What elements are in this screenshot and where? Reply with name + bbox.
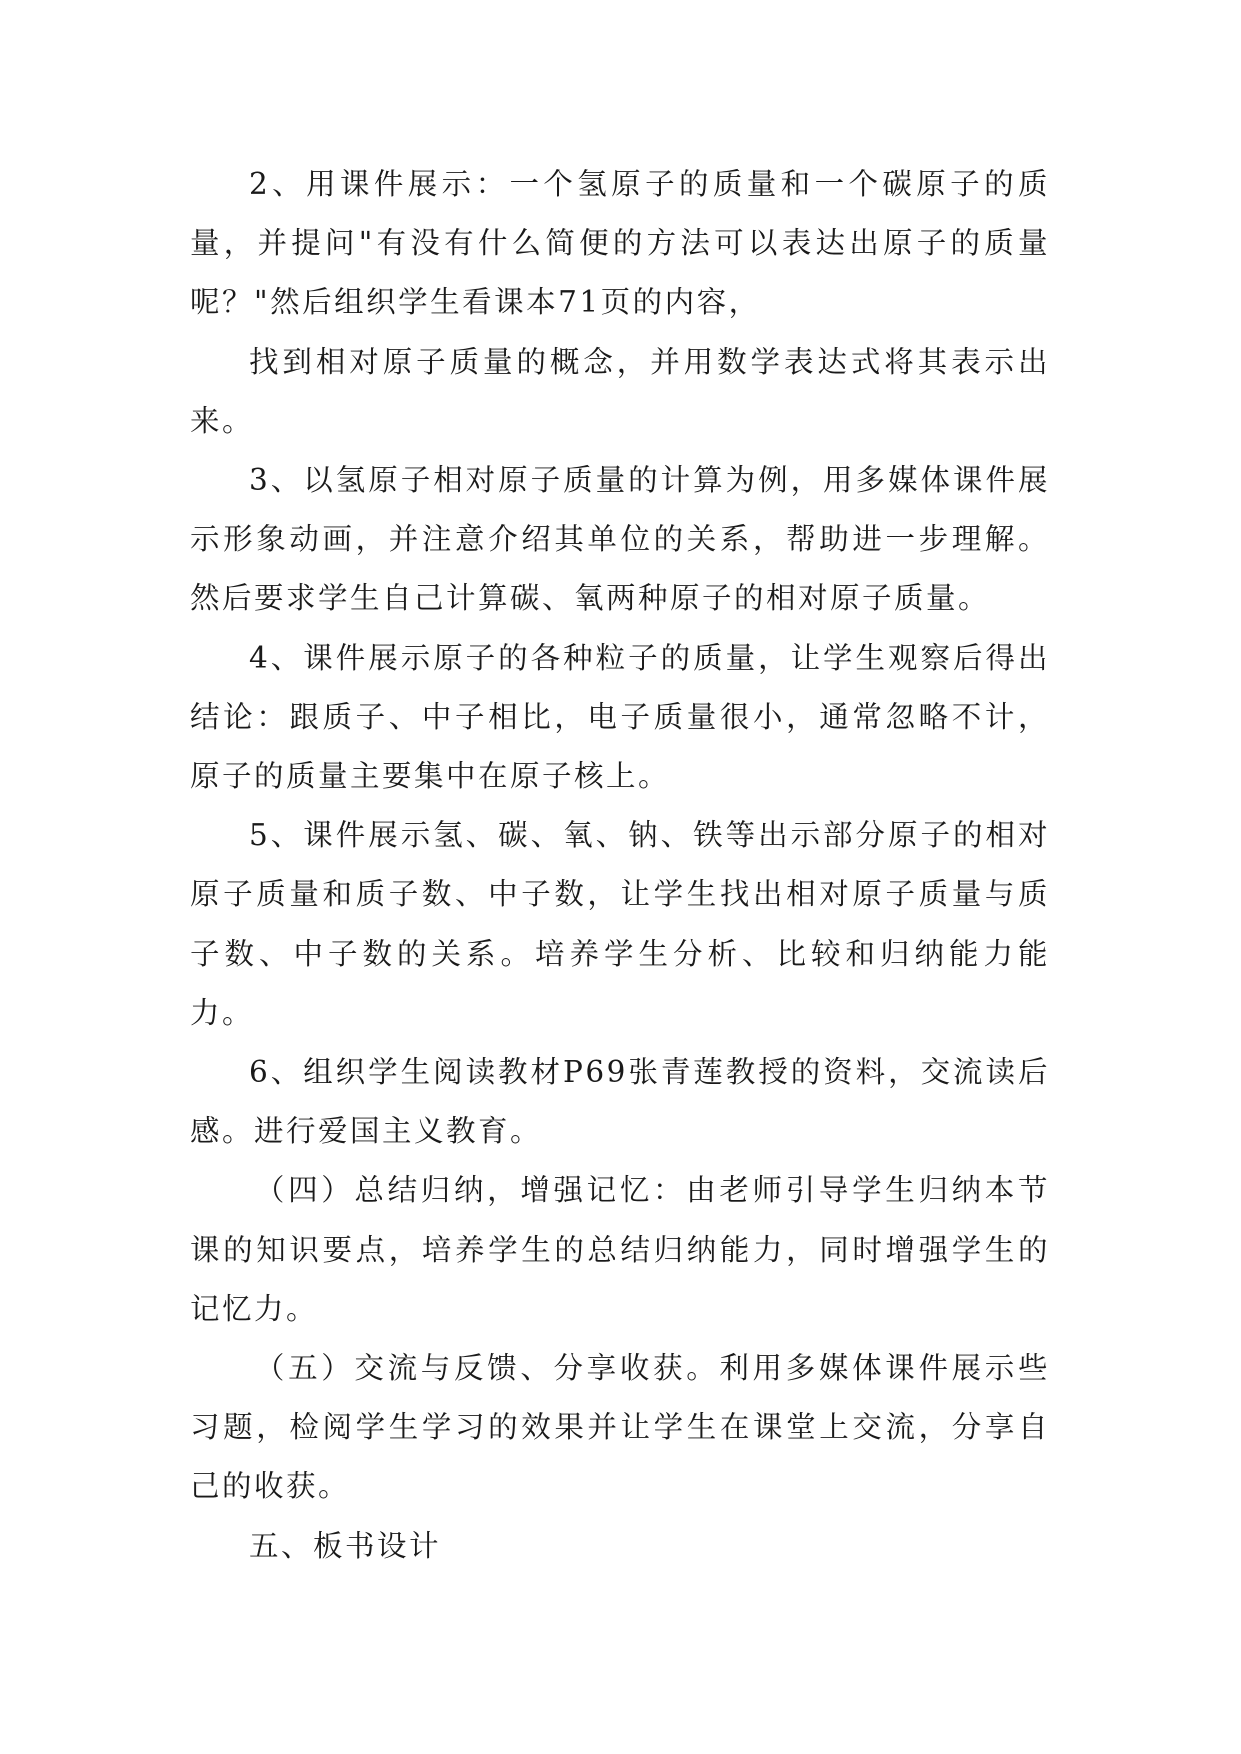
paragraph-item-2: 2、用课件展示：一个氢原子的质量和一个碳原子的质量，并提问"有没有什么简便的方法可以表达出原子的质量呢？"然后组织学生看课本71页的内容， bbox=[190, 167, 1050, 320]
paragraph-section-4: （四）总结归纳，增强记忆：由老师引导学生归纳本节课的知识要点，培养学生的总结归纳能力，同时增强学生的记忆力。 bbox=[190, 1173, 1050, 1326]
paragraph-item-5: 5、课件展示氢、碳、氧、钠、铁等出示部分原子的相对原子质量和质子数、中子数，让学生找出相对原子质量与质子数、中子数的关系。培养学生分析、比较和归纳能力能力。 bbox=[190, 818, 1050, 1030]
document-body bbox=[190, 155, 1050, 1576]
paragraph-item-6: 6、组织学生阅读教材P69张青莲教授的资料，交流读后感。进行爱国主义教育。 bbox=[190, 1055, 1050, 1149]
paragraph-item-3: 3、以氢原子相对原子质量的计算为例，用多媒体课件展示形象动画，并注意介绍其单位的关系，帮助进一步理解。然后要求学生自己计算碳、氧两种原子的相对原子质量。 bbox=[190, 463, 1050, 616]
section-heading-board-design: 五、板书设计 bbox=[249, 1528, 442, 1563]
paragraph-continuation: 找到相对原子质量的概念，并用数学表达式将其表示出来。 bbox=[190, 344, 1050, 438]
paragraph-item-4: 4、课件展示原子的各种粒子的质量，让学生观察后得出结论：跟质子、中子相比，电子质量很小，通常忽略不计，原子的质量主要集中在原子核上。 bbox=[190, 640, 1050, 794]
paragraph-section-5: （五）交流与反馈、分享收获。利用多媒体课件展示些习题，检阅学生学习的效果并让学生在课堂上交流，分享自己的收获。 bbox=[190, 1351, 1050, 1504]
